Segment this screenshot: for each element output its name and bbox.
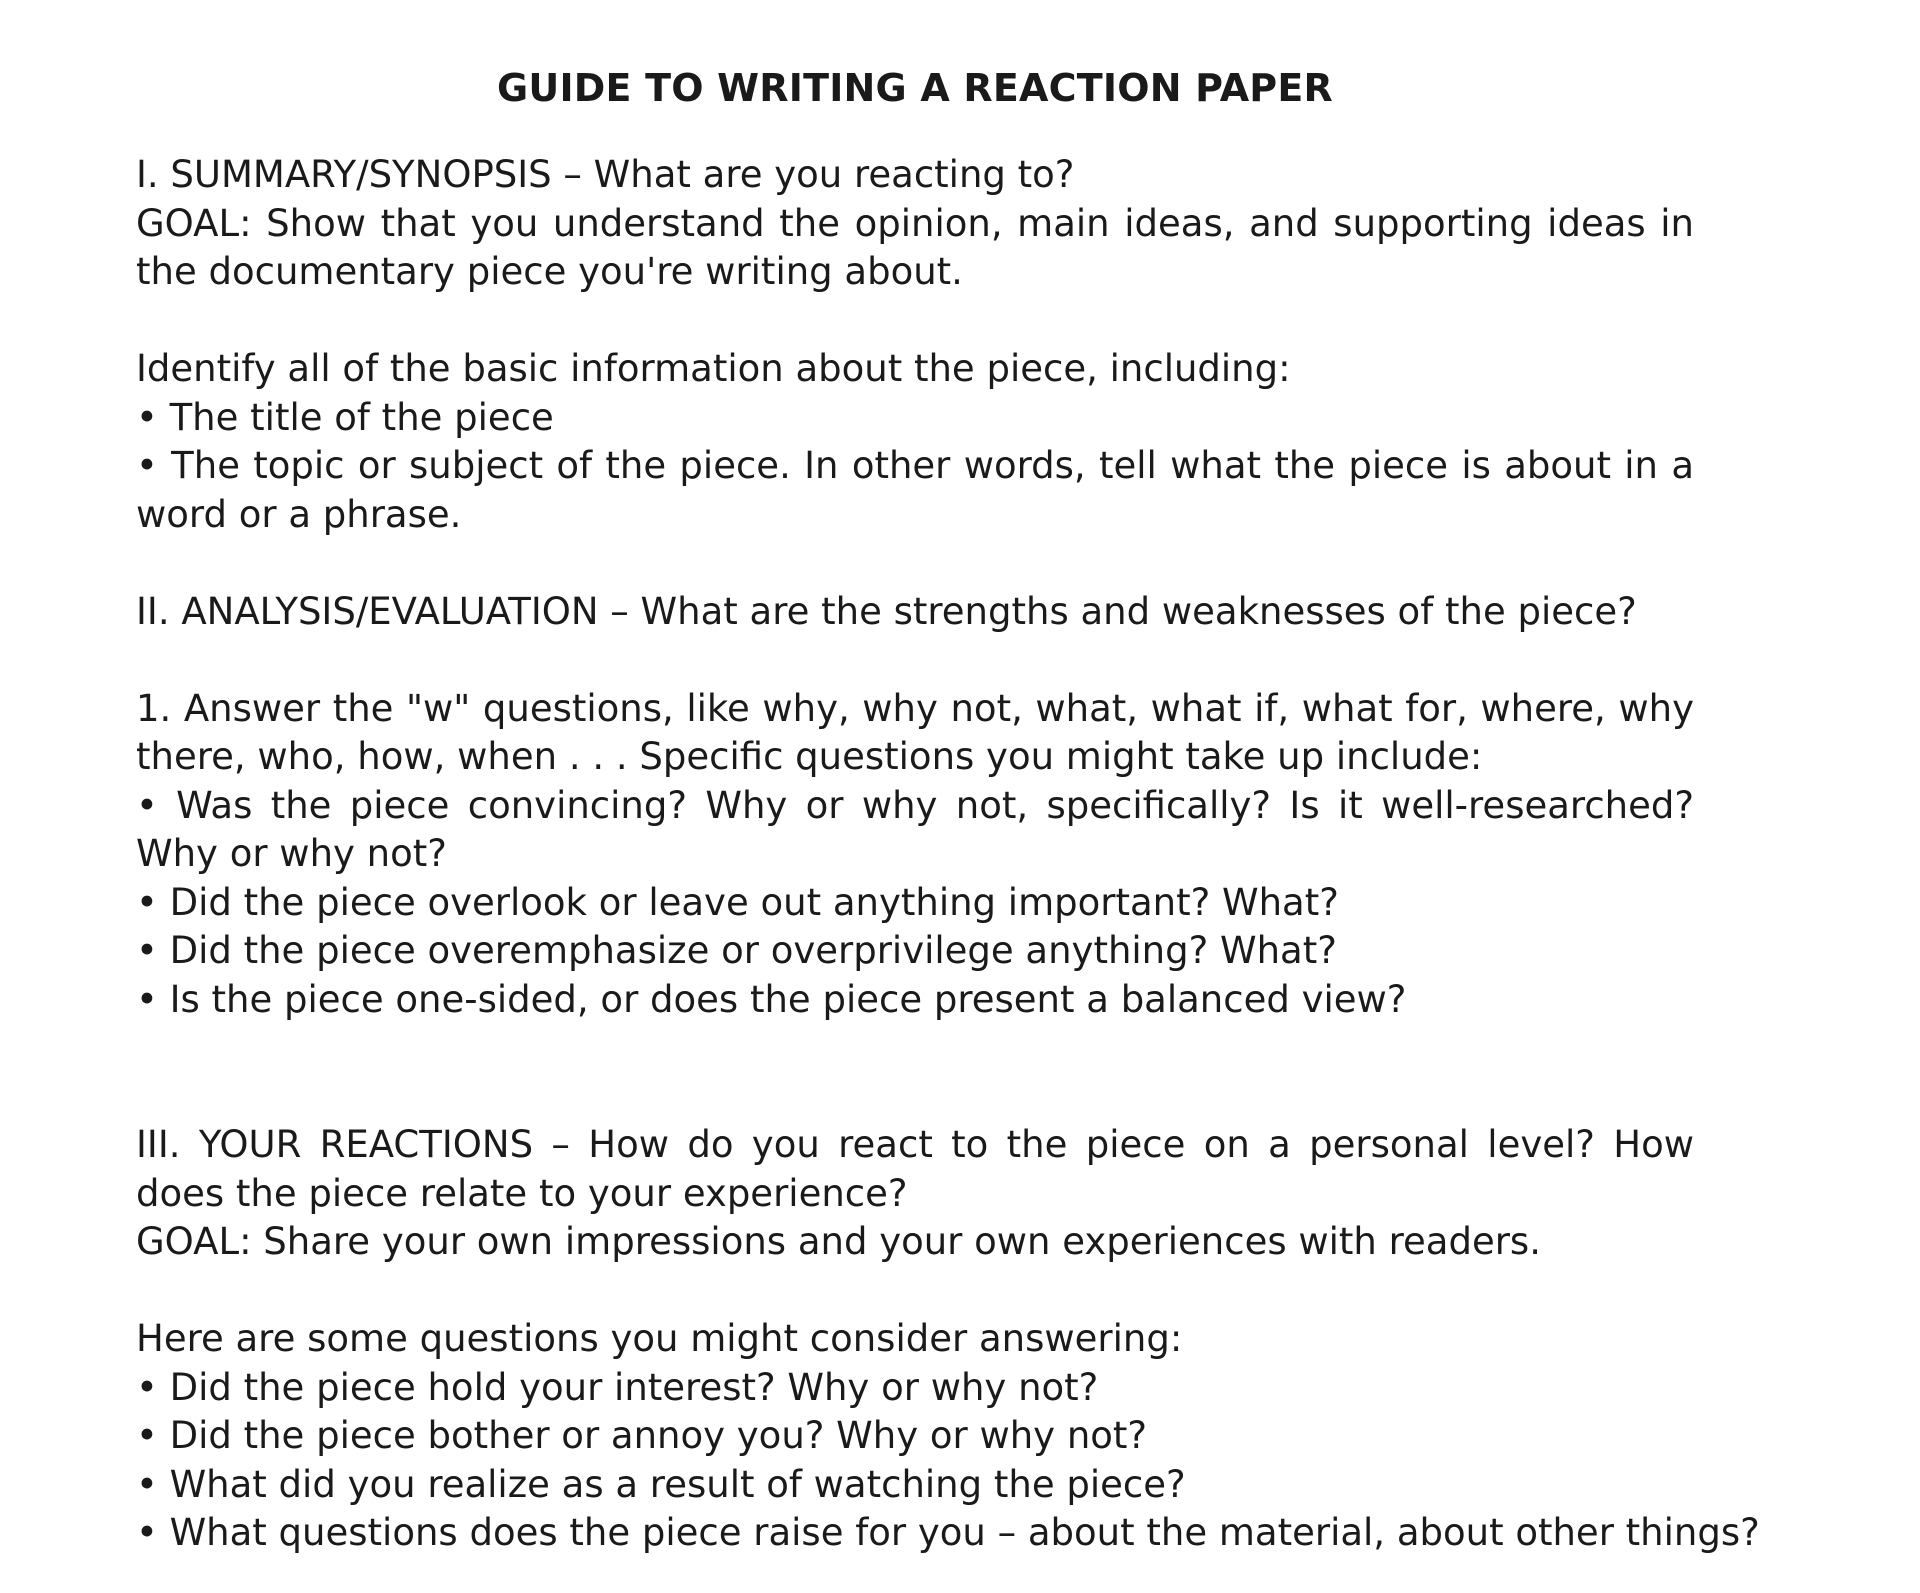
section-heading: II. ANALYSIS/EVALUATION – What are the strengths and weaknesses of the piece? [136,589,1637,633]
list-item: • Did the piece hold your interest? Why or why not? [136,1365,1099,1409]
document-page [136,60,1760,1558]
intro-text: Here are some questions you might consider answering: [136,1317,1183,1360]
section-analysis [136,588,1694,1025]
list-item: • What did you realize as a result of watching the piece? [136,1462,1186,1506]
list-item: • Did the piece overemphasize or overprivilege anything? What? [136,929,1337,972]
list-item: • Is the piece one-sided, or does the piece present a balanced view? [136,977,1407,1021]
section-summary [136,151,1694,539]
list-item: • Did the piece bother or annoy you? Why or why not? [136,1414,1148,1457]
list-item: • Was the piece convincing? Why or why not, specifically? Is it well-researched? Why or why not? [136,783,1694,875]
list-item: • The topic or subject of the piece. In other words, tell what the piece is about in a word or a phrase. [136,444,1694,536]
intro-text: Identify all of the basic information about the piece, including: [136,347,1291,390]
section-heading: I. SUMMARY/SYNOPSIS – What are you reacting to? [136,153,1075,196]
section-heading: III. YOUR REACTIONS – How do you react to the piece on a personal level? How does the piece relate to your experience? [136,1123,1694,1215]
list-item: • Did the piece overlook or leave out anything important? What? [136,880,1339,924]
goal-text: GOAL: Show that you understand the opinion, main ideas, and supporting ideas in the documentary piece you're writing about. [136,201,1694,293]
document-title: GUIDE TO WRITING A REACTION PAPER [497,66,1333,110]
list-item: • The title of the piece [136,395,554,439]
list-item: • What questions does the piece raise for you – about the material, about other things? [136,1511,1760,1554]
section-reactions [136,1121,1760,1558]
point-text: 1. Answer the "w" questions, like why, why not, what, what if, what for, where, why there, who, how, when . . . Specific questions you might take up include: [136,686,1694,778]
goal-text: GOAL: Share your own impressions and your own experiences with readers. [136,1220,1541,1263]
